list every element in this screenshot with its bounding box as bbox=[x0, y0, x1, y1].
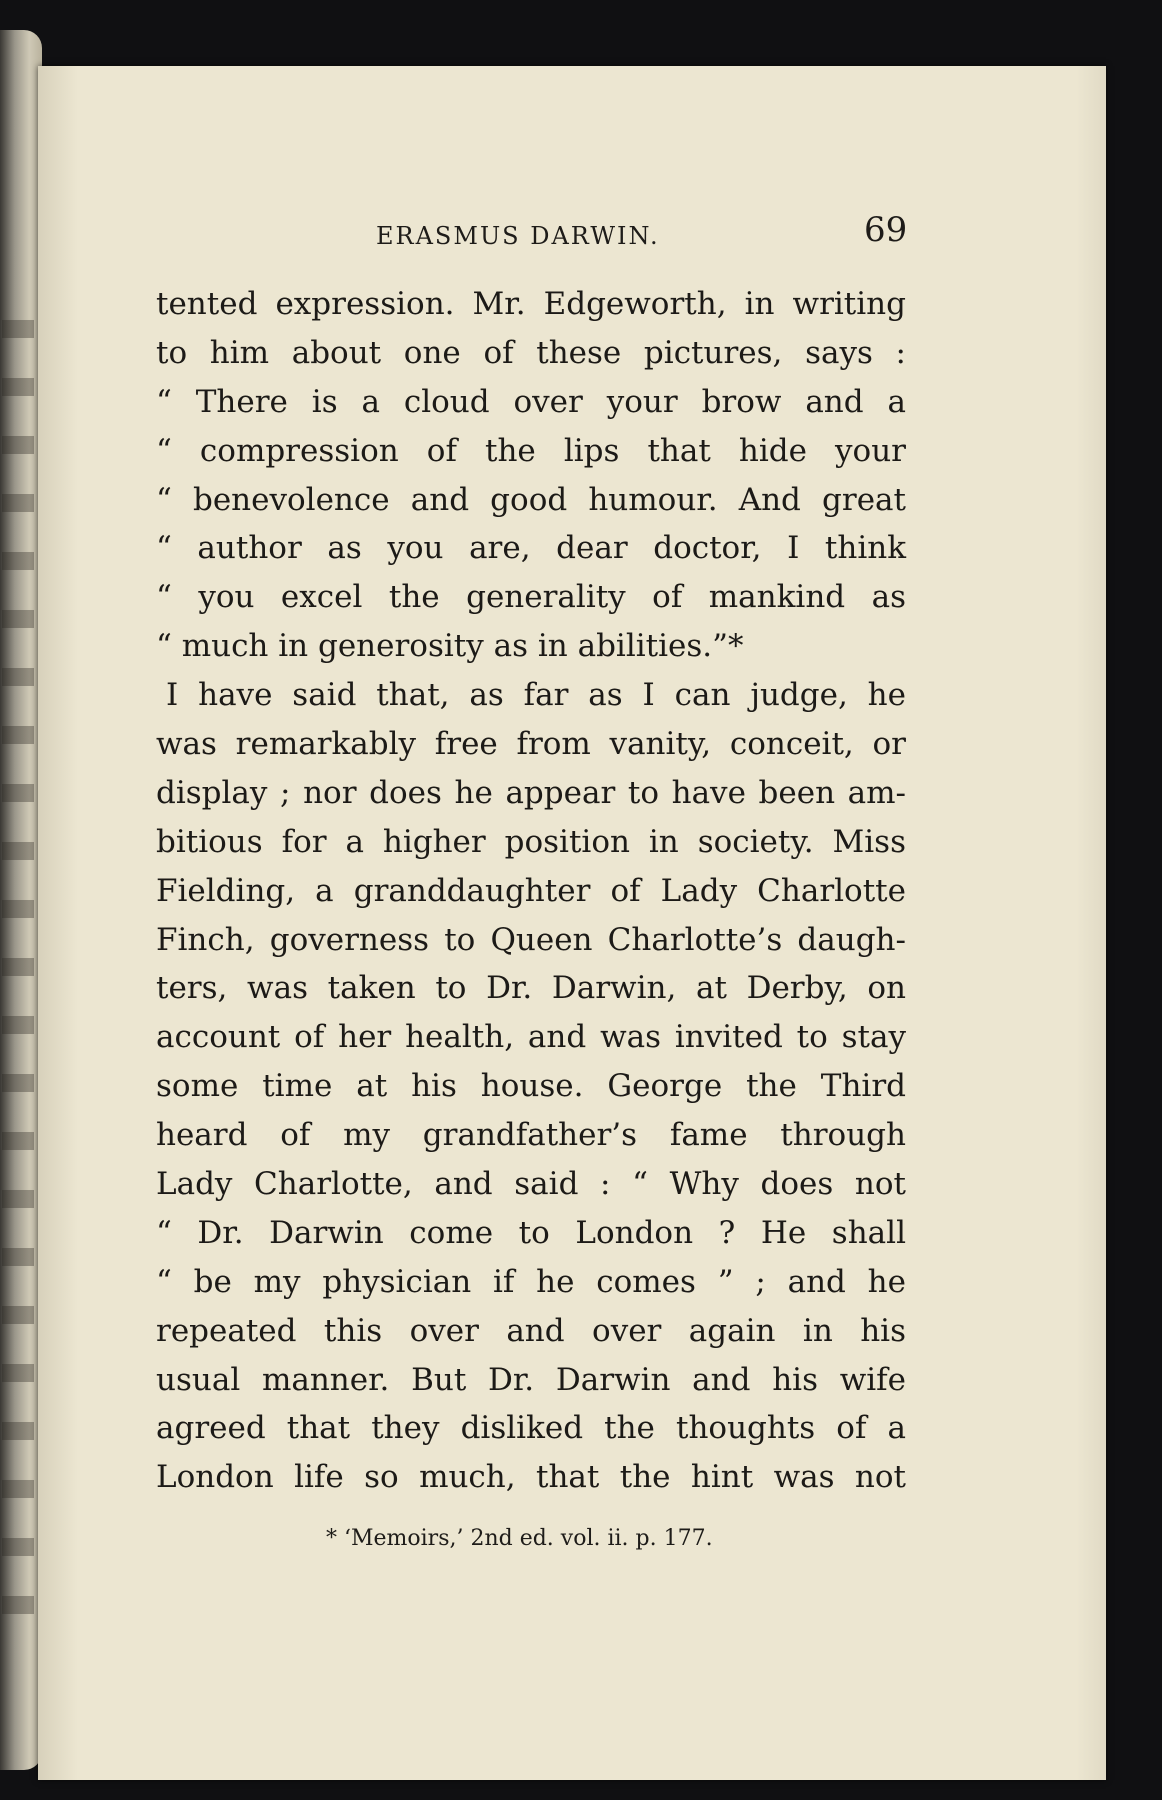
text-line: ters, was taken to Dr. Darwin, at Derby, on bbox=[156, 970, 906, 1007]
text-line: “ much in generosity as in abilities.”* bbox=[156, 628, 744, 665]
text-line: agreed that they disliked the thoughts of a bbox=[156, 1410, 906, 1447]
text-line: repeated this over and over again in his bbox=[156, 1312, 906, 1349]
footnote: * ‘Memoirs,’ 2nd ed. vol. ii. p. 177. bbox=[326, 1526, 713, 1551]
text-line: display ; nor does he appear to have been am- bbox=[156, 774, 906, 811]
text-line: some time at his house. George the Third bbox=[156, 1068, 906, 1105]
paragraph-first-line: I have said that, as far as I can judge, he bbox=[166, 677, 906, 714]
previous-page-edge bbox=[0, 30, 42, 1770]
text-line: heard of my grandfather’s fame through bbox=[156, 1117, 906, 1154]
text-line: was remarkably free from vanity, conceit, or bbox=[156, 726, 906, 763]
text-line: Lady Charlotte, and said : “ Why does not bbox=[156, 1166, 906, 1203]
text-line: “ There is a cloud over your brow and a bbox=[156, 383, 906, 420]
text-line: “ compression of the lips that hide your bbox=[156, 432, 906, 469]
text-line: Fielding, a granddaughter of Lady Charlotte bbox=[156, 872, 906, 909]
text-line: to him about one of these pictures, says : bbox=[156, 334, 906, 371]
text-line: bitious for a higher position in society. Miss bbox=[156, 823, 906, 860]
previous-page-bleed bbox=[2, 280, 34, 1620]
text-line: “ author as you are, dear doctor, I think bbox=[156, 530, 906, 567]
text-line: account of her health, and was invited to stay bbox=[156, 1019, 906, 1056]
running-head-title: ERASMUS DARWIN. bbox=[376, 222, 660, 250]
page-number: 69 bbox=[864, 210, 908, 250]
text-line: London life so much, that the hint was not bbox=[156, 1459, 906, 1496]
running-head bbox=[38, 210, 1106, 260]
text-line: Finch, governess to Queen Charlotte’s daugh- bbox=[156, 921, 906, 958]
text-line: “ benevolence and good humour. And great bbox=[156, 481, 906, 518]
text-line: “ be my physician if he comes ” ; and he bbox=[156, 1263, 906, 1300]
text-line: “ you excel the generality of mankind as bbox=[156, 579, 906, 616]
text-line: tented expression. Mr. Edgeworth, in writing bbox=[156, 286, 906, 322]
text-line: “ Dr. Darwin come to London ? He shall bbox=[156, 1214, 906, 1251]
text-line: usual manner. But Dr. Darwin and his wife bbox=[156, 1361, 906, 1398]
body-text bbox=[156, 280, 906, 1502]
